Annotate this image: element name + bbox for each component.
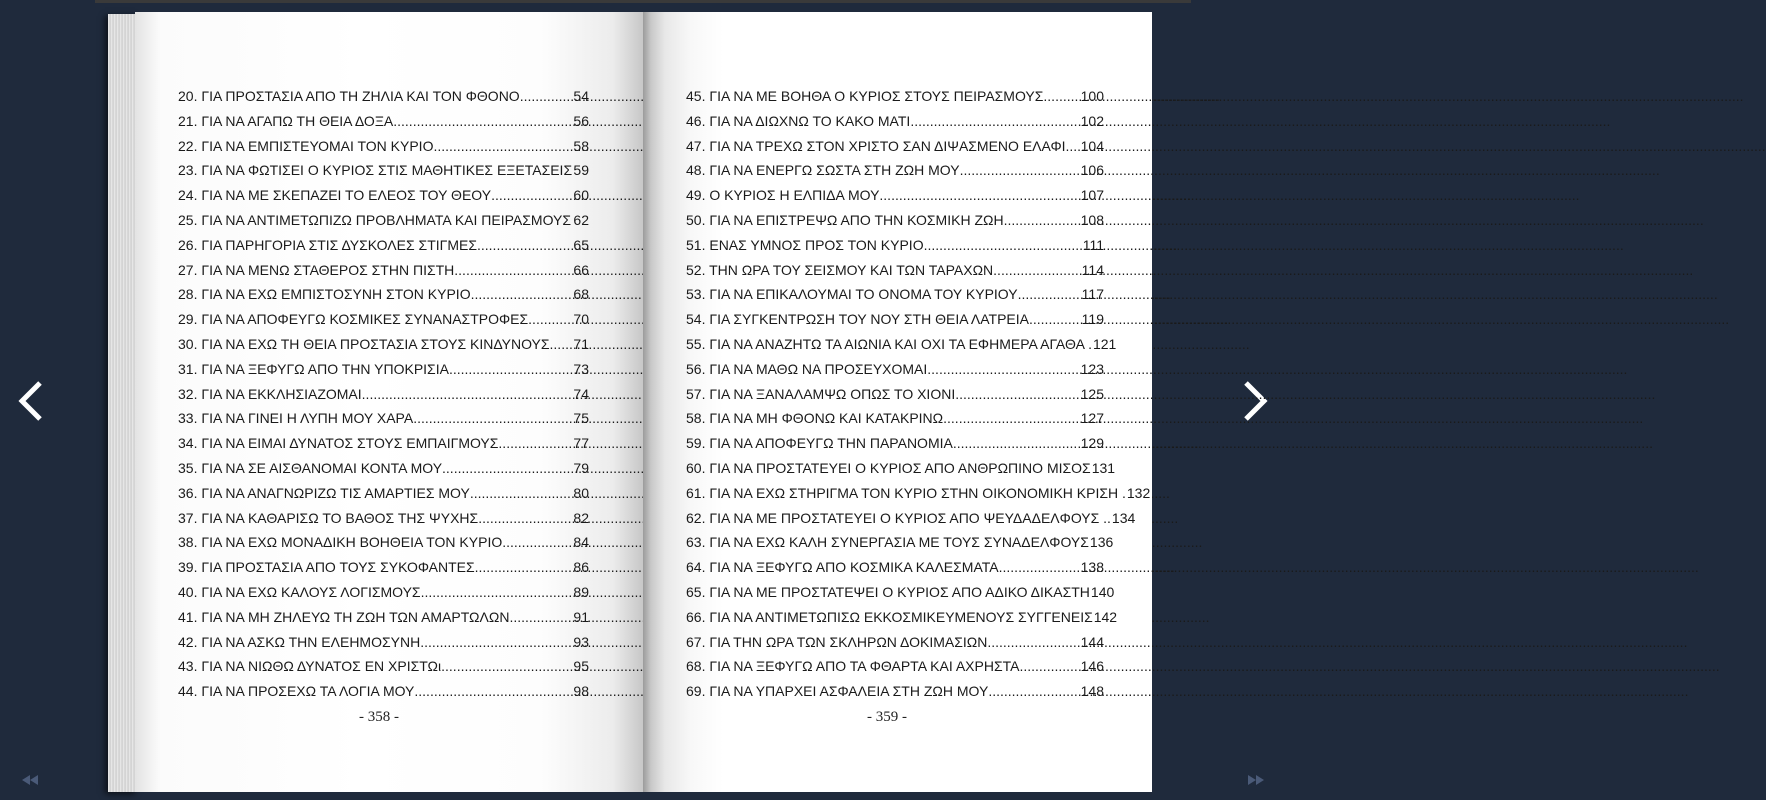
toc-entry[interactable] [178,506,589,531]
dot-leader [955,382,1079,407]
toc-entry[interactable] [686,183,1104,208]
toc-entry-title: 62. ΓΙΑ ΝΑ ΜΕ ΠΡΟΣΤΑΤΕΥΕΙ Ο ΚΥΡΙΟΣ ΑΠΟ ΨΕΥΔΑΔΕΛΦΟΥΣ .. [686,509,1111,526]
dot-leader [953,431,1080,456]
toc-entry-title: 46. ΓΙΑ ΝΑ ΔΙΩΧΝΩ ΤΟ ΚΑΚΟ ΜΑΤΙ [686,112,911,129]
toc-entry-title: 65. ΓΙΑ ΝΑ ΜΕ ΠΡΟΣΤΑΤΕΨΕΙ Ο ΚΥΡΙΟΣ ΑΠΟ ΑΔΙΚΟ ΔΙΚΑΣΤΗ [686,583,1090,600]
toc-entry[interactable] [178,555,589,580]
toc-entry-page: 75 [573,410,589,427]
toc-entry[interactable] [178,282,589,307]
dot-leader [441,654,572,679]
toc-entry-title: 68. ΓΙΑ ΝΑ ΞΕΦΥΓΩ ΑΠΟ ΤΑ ΦΘΑΡΤΑ ΚΑΙ ΑΧΡΗΣΤΑ [686,658,1020,675]
dot-leader [437,134,572,159]
toc-entry-title: 40. ΓΙΑ ΝΑ ΕΧΩ ΚΑΛΟΥΣ ΛΟΓΙΣΜΟΥΣ [178,583,421,600]
toc-entry-title: 53. ΓΙΑ ΝΑ ΕΠΙΚΑΛΟΥΜΑΙ ΤΟ ΟΝΟΜΑ ΤΟΥ ΚΥΡΙΟΥ [686,286,1018,303]
dot-leader [478,506,572,531]
toc-entry[interactable] [178,654,589,679]
dot-leader [509,605,572,630]
toc-entry[interactable] [178,431,589,456]
toc-entry[interactable] [686,406,1104,431]
toc-entry[interactable] [178,605,589,630]
dot-leader [1043,84,1079,109]
page-number-right: - 359 - [867,709,907,725]
rewind-icon [22,775,38,785]
dot-leader [413,406,572,431]
dot-leader [987,630,1079,655]
toc-entry-title: 21. ΓΙΑ ΝΑ ΑΓΑΠΩ ΤΗ ΘΕΙΑ ΔΟΞΑ [178,112,394,129]
dot-leader [454,258,572,283]
toc-entry-page: 132 [1126,484,1151,501]
dot-leader [1018,282,1081,307]
toc-entry-page: 66 [573,261,589,278]
toc-entry-title: 24. ΓΙΑ ΝΑ ΜΕ ΣΚΕΠΑΖΕΙ ΤΟ ΕΛΕΟΣ ΤΟΥ ΘΕΟΥ [178,187,492,204]
chevron-left-icon [16,379,44,423]
table-of-contents-right [686,84,1151,704]
toc-entry-page: 123 [1080,360,1104,377]
toc-entry-page: 95 [573,658,589,675]
toc-entry-title: 37. ΓΙΑ ΝΑ ΚΑΘΑΡΙΣΩ ΤΟ ΒΑΘΟΣ ΤΗΣ ΨΥΧΗΣ [178,509,479,526]
dot-leader [910,109,1079,134]
toc-entry-page: 136 [1089,534,1114,551]
toc-entry-title: 25. ΓΙΑ ΝΑ ΑΝΤΙΜΕΤΩΠΙΖΩ ΠΡΟΒΛΗΜΑΤΑ ΚΑΙ ΠΕΙΡΑΣΜΟΥΣ [178,211,572,228]
toc-entry-title: 44. ΓΙΑ ΝΑ ΠΡΟΣΕΧΩ ΤΑ ΛΟΓΙΑ ΜΟΥ [178,683,415,700]
toc-entry[interactable] [178,258,589,283]
toc-entry-page: 86 [573,559,589,576]
toc-entry[interactable] [686,555,1104,580]
dot-leader [924,233,1082,258]
toc-entry-page: 54 [573,88,589,104]
toc-entry[interactable] [686,208,1104,233]
toc-entry-page: 119 [1081,311,1104,328]
toc-entry[interactable] [686,481,1151,506]
toc-entry[interactable] [686,307,1104,332]
toc-entry[interactable] [686,506,1136,531]
toc-entry-title: 22. ΓΙΑ ΝΑ ΕΜΠΙΣΤΕΥΟΜΑΙ ΤΟΝ ΚΥΡΙΟ. [178,137,438,154]
dot-leader [449,357,572,382]
toc-entry[interactable] [178,109,589,134]
toc-entry-title: 55. ΓΙΑ ΝΑ ΑΝΑΖΗΤΩ ΤΑ ΑΙΩΝΙΑ ΚΑΙ ΟΧΙ ΤΑ ΕΦΗΜΕΡΑ ΑΓΑΘΑ . [686,335,1092,352]
toc-entry-page: 148 [1080,683,1104,700]
toc-entry-title: 26. ΓΙΑ ΠΑΡΗΓΟΡΙΑ ΣΤΙΣ ΔΥΣΚΟΛΕΣ ΣΤΙΓΜΕΣ [178,236,477,253]
toc-entry[interactable] [178,158,589,183]
toc-entry[interactable] [178,183,589,208]
toc-entry[interactable] [686,530,1114,555]
toc-entry-page: 142 [1093,608,1118,625]
toc-entry[interactable] [178,357,589,382]
dot-leader [470,481,573,506]
last-page-button[interactable] [1246,772,1266,788]
toc-entry-page: 74 [573,385,589,402]
toc-entry[interactable] [686,654,1104,679]
toc-entry[interactable] [686,134,1104,159]
toc-entry-title: 32. ΓΙΑ ΝΑ ΕΚΚΛΗΣΙΑΖΟΜΑΙ [178,385,362,402]
toc-entry-page: 70 [573,311,589,328]
toc-entry-title: 63. ΓΙΑ ΝΑ ΕΧΩ ΚΑΛΗ ΣΥΝΕΡΓΑΣΙΑ ΜΕ ΤΟΥΣ ΣΥΝΑΔΕΛΦΟΥΣ [686,534,1089,551]
toc-entry-title: 59. ΓΙΑ ΝΑ ΑΠΟΦΕΥΓΩ ΤΗΝ ΠΑΡΑΝΟΜΙΑ [686,435,953,452]
toc-entry[interactable] [178,406,589,431]
dot-leader [879,183,1079,208]
toc-entry-page: 107 [1080,187,1104,204]
toc-entry-page: 129 [1080,435,1104,452]
toc-entry-page: 89 [573,583,589,600]
toc-entry[interactable] [686,357,1104,382]
toc-entry-page: 91 [573,608,589,625]
toc-entry-page: 117 [1081,286,1104,303]
dot-leader [988,679,1079,704]
toc-entry-page: 104 [1080,137,1104,154]
fast-forward-icon [1248,775,1264,785]
toc-entry-page: 56 [573,112,589,129]
toc-entry[interactable] [686,282,1104,307]
dot-leader [993,258,1081,283]
book-spread [108,8,1154,794]
toc-entry-title: 39. ΓΙΑ ΠΡΟΣΤΑΣΙΑ ΑΠΟ ΤΟΥΣ ΣΥΚΟΦΑΝΤΕΣ [178,559,475,576]
toc-entry-title: 42. ΓΙΑ ΝΑ ΑΣΚΩ ΤΗΝ ΕΛΕΗΜΟΣΥΝΗ [178,633,421,650]
toc-entry-page: 59 [573,162,589,179]
toc-entry-title: 28. ΓΙΑ ΝΑ ΕΧΩ ΕΜΠΙΣΤΟΣΥΝΗ ΣΤΟΝ ΚΥΡΙΟ [178,286,471,303]
toc-entry-title: 27. ΓΙΑ ΝΑ ΜΕΝΩ ΣΤΑΘΕΡΟΣ ΣΤΗΝ ΠΙΣΤΗ [178,261,455,278]
toc-entry[interactable] [178,382,589,407]
toc-entry[interactable] [686,332,1117,357]
toc-entry-title: 52. ΤΗΝ ΩΡΑ ΤΟΥ ΣΕΙΣΜΟΥ ΚΑΙ ΤΩΝ ΤΑΡΑΧΩΝ [686,261,994,278]
toc-entry-title: 51. ΕΝΑΣ ΥΜΝΟΣ ΠΡΟΣ ΤΟΝ ΚΥΡΙΟ [686,236,924,253]
toc-entry-page: 65 [573,236,589,253]
toc-entry-title: 54. ΓΙΑ ΣΥΓΚΕΝΤΡΩΣΗ ΤΟΥ ΝΟΥ ΣΤΗ ΘΕΙΑ ΛΑΤΡΕΙΑ [686,311,1029,328]
toc-entry-page: 111 [1082,236,1104,253]
toc-entry-page: 84 [573,534,589,551]
toc-entry-page: 98 [573,683,589,700]
dot-leader [471,282,573,307]
toc-entry[interactable] [178,233,589,258]
toc-entry-title: 50. ΓΙΑ ΝΑ ΕΠΙΣΤΡΕΨΩ ΑΠΟ ΤΗΝ ΚΟΣΜΙΚΗ ΖΩΗ [686,211,1004,228]
prev-page-button[interactable] [8,376,52,426]
toc-entry-page: 108 [1080,211,1104,228]
table-of-contents-left [178,84,589,704]
page-number-left: - 358 - [359,709,399,725]
dot-leader [421,580,573,605]
toc-entry[interactable] [686,158,1104,183]
toc-entry[interactable] [178,134,589,159]
toc-entry-title: 29. ΓΙΑ ΝΑ ΑΠΟΦΕΥΓΩ ΚΟΣΜΙΚΕΣ ΣΥΝΑΝΑΣΤΡΟΦΕΣ [178,311,529,328]
toc-entry[interactable] [686,456,1116,481]
toc-entry[interactable] [178,580,589,605]
toc-entry[interactable] [686,382,1104,407]
toc-entry-title: 56. ΓΙΑ ΝΑ ΜΑΘΩ ΝΑ ΠΡΟΣΕΥΧΟΜΑΙ [686,360,928,377]
toc-entry[interactable] [686,258,1104,283]
toc-entry-title: 67. ΓΙΑ ΤΗΝ ΩΡΑ ΤΩΝ ΣΚΛΗΡΩΝ ΔΟΚΙΜΑΣΙΩΝ [686,633,988,650]
dot-leader [528,307,572,332]
dot-leader [498,431,572,456]
toc-entry-page: 138 [1080,559,1104,576]
dot-leader [442,456,572,481]
dot-leader [943,406,1080,431]
toc-entry-title: 69. ΓΙΑ ΝΑ ΥΠΑΡΧΕΙ ΑΣΦΑΛΕΙΑ ΣΤΗ ΖΩΗ ΜΟΥ [686,683,989,700]
dot-leader [520,84,573,109]
toc-entry-title: 36. ΓΙΑ ΝΑ ΑΝΑΓΝΩΡΙΖΩ ΤΙΣ ΑΜΑΡΤΙΕΣ ΜΟΥ [178,484,470,501]
dot-leader [362,382,573,407]
toc-entry-title: 64. ΓΙΑ ΝΑ ΞΕΦΥΓΩ ΑΠΟ ΚΟΣΜΙΚΑ ΚΑΛΕΣΜΑΤΑ [686,559,999,576]
toc-entry-title: 61. ΓΙΑ ΝΑ ΕΧΩ ΣΤΗΡΙΓΜΑ ΤΟΝ ΚΥΡΙΟ ΣΤΗΝ ΟΙΚΟΝΟΜΙΚΗ ΚΡΙΣΗ . [686,484,1126,501]
toc-entry[interactable] [686,431,1104,456]
dot-leader [477,233,572,258]
toc-entry[interactable] [686,84,1104,109]
toc-entry-page: 82 [573,509,589,526]
toc-entry-page: 146 [1080,658,1104,675]
toc-entry-page: 68 [573,286,589,303]
toc-entry[interactable] [178,208,589,233]
toc-entry[interactable] [686,233,1104,258]
toc-entry[interactable] [178,530,589,555]
dot-leader [927,357,1079,382]
toc-entry-page: 125 [1080,385,1104,402]
toc-entry-page: 71 [573,335,589,352]
toc-entry[interactable] [178,630,589,655]
toc-entry-title: 34. ΓΙΑ ΝΑ ΕΙΜΑΙ ΔΥΝΑΤΟΣ ΣΤΟΥΣ ΕΜΠΑΙΓΜΟΥΣ [178,435,499,452]
page-edges [108,14,138,792]
toc-entry-page: 131 [1091,459,1116,476]
dot-leader [420,630,572,655]
dot-leader [999,555,1080,580]
toc-entry-title: 58. ΓΙΑ ΝΑ ΜΗ ΦΘΟΝΩ ΚΑΙ ΚΑΤΑΚΡΙΝΩ [686,410,944,427]
toc-entry-page: 102 [1080,112,1104,129]
toc-entry-title: 43. ΓΙΑ ΝΑ ΝΙΩΘΩ ΔΥΝΑΤΟΣ ΕΝ ΧΡΙΣΤΩι [178,658,442,675]
toc-entry[interactable] [686,580,1115,605]
dot-leader [1019,654,1079,679]
toc-entry-title: 66. ΓΙΑ ΝΑ ΑΝΤΙΜΕΤΩΠΙΣΩ ΕΚΚΟΣΜΙΚΕΥΜΕΝΟΥΣ ΣΥΓΓΕΝΕΙΣ [686,608,1093,625]
toc-entry-page: 77 [573,435,589,452]
toc-entry-page: 134 [1111,509,1136,526]
toc-entry-title: 23. ΓΙΑ ΝΑ ΦΩΤΙΣΕΙ Ο ΚΥΡΙΟΣ ΣΤΙΣ ΜΑΘΗΤΙΚΕΣ ΕΞΕΤΑΣΕΙΣ [178,162,573,179]
toc-entry-page: 106 [1080,162,1104,179]
toc-entry-page: 79 [573,459,589,476]
dot-leader [1004,208,1080,233]
toc-entry-title: 45. ΓΙΑ ΝΑ ΜΕ ΒΟΗΘΑ Ο ΚΥΡΙΟΣ ΣΤΟΥΣ ΠΕΙΡΑΣΜΟΥΣ [686,88,1044,104]
left-page[interactable] [135,12,643,792]
toc-entry-title: 60. ΓΙΑ ΝΑ ΠΡΟΣΤΑΤΕΥΕΙ Ο ΚΥΡΙΟΣ ΑΠΟ ΑΝΘΡΩΠΙΝΟ ΜΙΣΟΣ [686,459,1091,476]
toc-entry[interactable] [686,630,1104,655]
toc-entry-title: 31. ΓΙΑ ΝΑ ΞΕΦΥΓΩ ΑΠΟ ΤΗΝ ΥΠΟΚΡΙΣΙΑ [178,360,449,377]
dot-leader [960,158,1080,183]
toc-entry[interactable] [178,307,589,332]
toc-entry-title: 41. ΓΙΑ ΝΑ ΜΗ ΖΗΛΕΥΩ ΤΗ ΖΩΗ ΤΩΝ ΑΜΑΡΤΩΛΩΝ [178,608,510,625]
dot-leader [491,183,572,208]
toc-entry-title: 49. Ο ΚΥΡΙΟΣ Η ΕΛΠΙΔΑ ΜΟΥ [686,187,880,204]
toc-entry-page: 121 [1092,335,1117,352]
dot-leader [414,679,572,704]
toc-entry-page: 60 [573,187,589,204]
toc-entry-title: 57. ΓΙΑ ΝΑ ΞΑΝΑΛΑΜΨΩ ΟΠΩΣ ΤΟ ΧΙΟΝΙ [686,385,956,402]
toc-entry-page: 80 [573,484,589,501]
toc-entry[interactable] [178,84,589,109]
toc-entry[interactable] [178,456,589,481]
toc-entry-title: 48. ΓΙΑ ΝΑ ΕΝΕΡΓΩ ΣΩΣΤΑ ΣΤΗ ΖΩΗ ΜΟΥ [686,162,960,179]
toc-entry[interactable] [178,481,589,506]
dot-leader [550,332,573,357]
toc-entry-page: 73 [573,360,589,377]
toc-entry[interactable] [178,679,589,704]
dot-leader [1066,134,1080,159]
toc-entry[interactable] [686,679,1104,704]
toc-entry-page: 144 [1080,633,1104,650]
toc-entry-title: 47. ΓΙΑ ΝΑ ΤΡΕΧΩ ΣΤΟΝ ΧΡΙΣΤΟ ΣΑΝ ΔΙΨΑΣΜΕΝΟ ΕΛΑΦΙ [686,137,1066,154]
toc-entry-title: 38. ΓΙΑ ΝΑ ΕΧΩ ΜΟΝΑΔΙΚΗ ΒΟΗΘΕΙΑ ΤΟΝ ΚΥΡΙΟ [178,534,503,551]
toc-entry[interactable] [686,605,1118,630]
dot-leader [475,555,573,580]
toc-entry[interactable] [686,109,1104,134]
toc-entry-page: 58 [573,137,589,154]
toc-entry[interactable] [178,332,589,357]
toc-entry-title: 35. ΓΙΑ ΝΑ ΣΕ ΑΙΣΘΑΝΟΜΑΙ ΚΟΝΤΑ ΜΟΥ [178,459,443,476]
dot-leader [571,208,572,233]
toc-entry-title: 30. ΓΙΑ ΝΑ ΕΧΩ ΤΗ ΘΕΙΑ ΠΡΟΣΤΑΣΙΑ ΣΤΟΥΣ ΚΙΝΔΥΝΟΥΣ [178,335,550,352]
top-bar [95,0,1191,3]
toc-entry-title: 20. ΓΙΑ ΠΡΟΣΤΑΣΙΑ ΑΠΟ ΤΗ ΖΗΛΙΑ ΚΑΙ ΤΟΝ ΦΘΟΝΟ [178,88,520,104]
toc-entry-page: 93 [573,633,589,650]
toc-entry-page: 114 [1081,261,1104,278]
toc-entry-page: 127 [1080,410,1104,427]
toc-entry-page: 140 [1090,583,1115,600]
dot-leader [502,530,572,555]
toc-entry-title: 33. ΓΙΑ ΝΑ ΓΙΝΕΙ Η ΛΥΠΗ ΜΟΥ ΧΑΡΑ [178,410,414,427]
dot-leader [393,109,572,134]
toc-entry-page: 62 [573,211,589,228]
right-page[interactable] [643,12,1152,792]
dot-leader [1029,307,1081,332]
toc-entry-page: 100 [1080,88,1104,104]
first-page-button[interactable] [20,772,40,788]
